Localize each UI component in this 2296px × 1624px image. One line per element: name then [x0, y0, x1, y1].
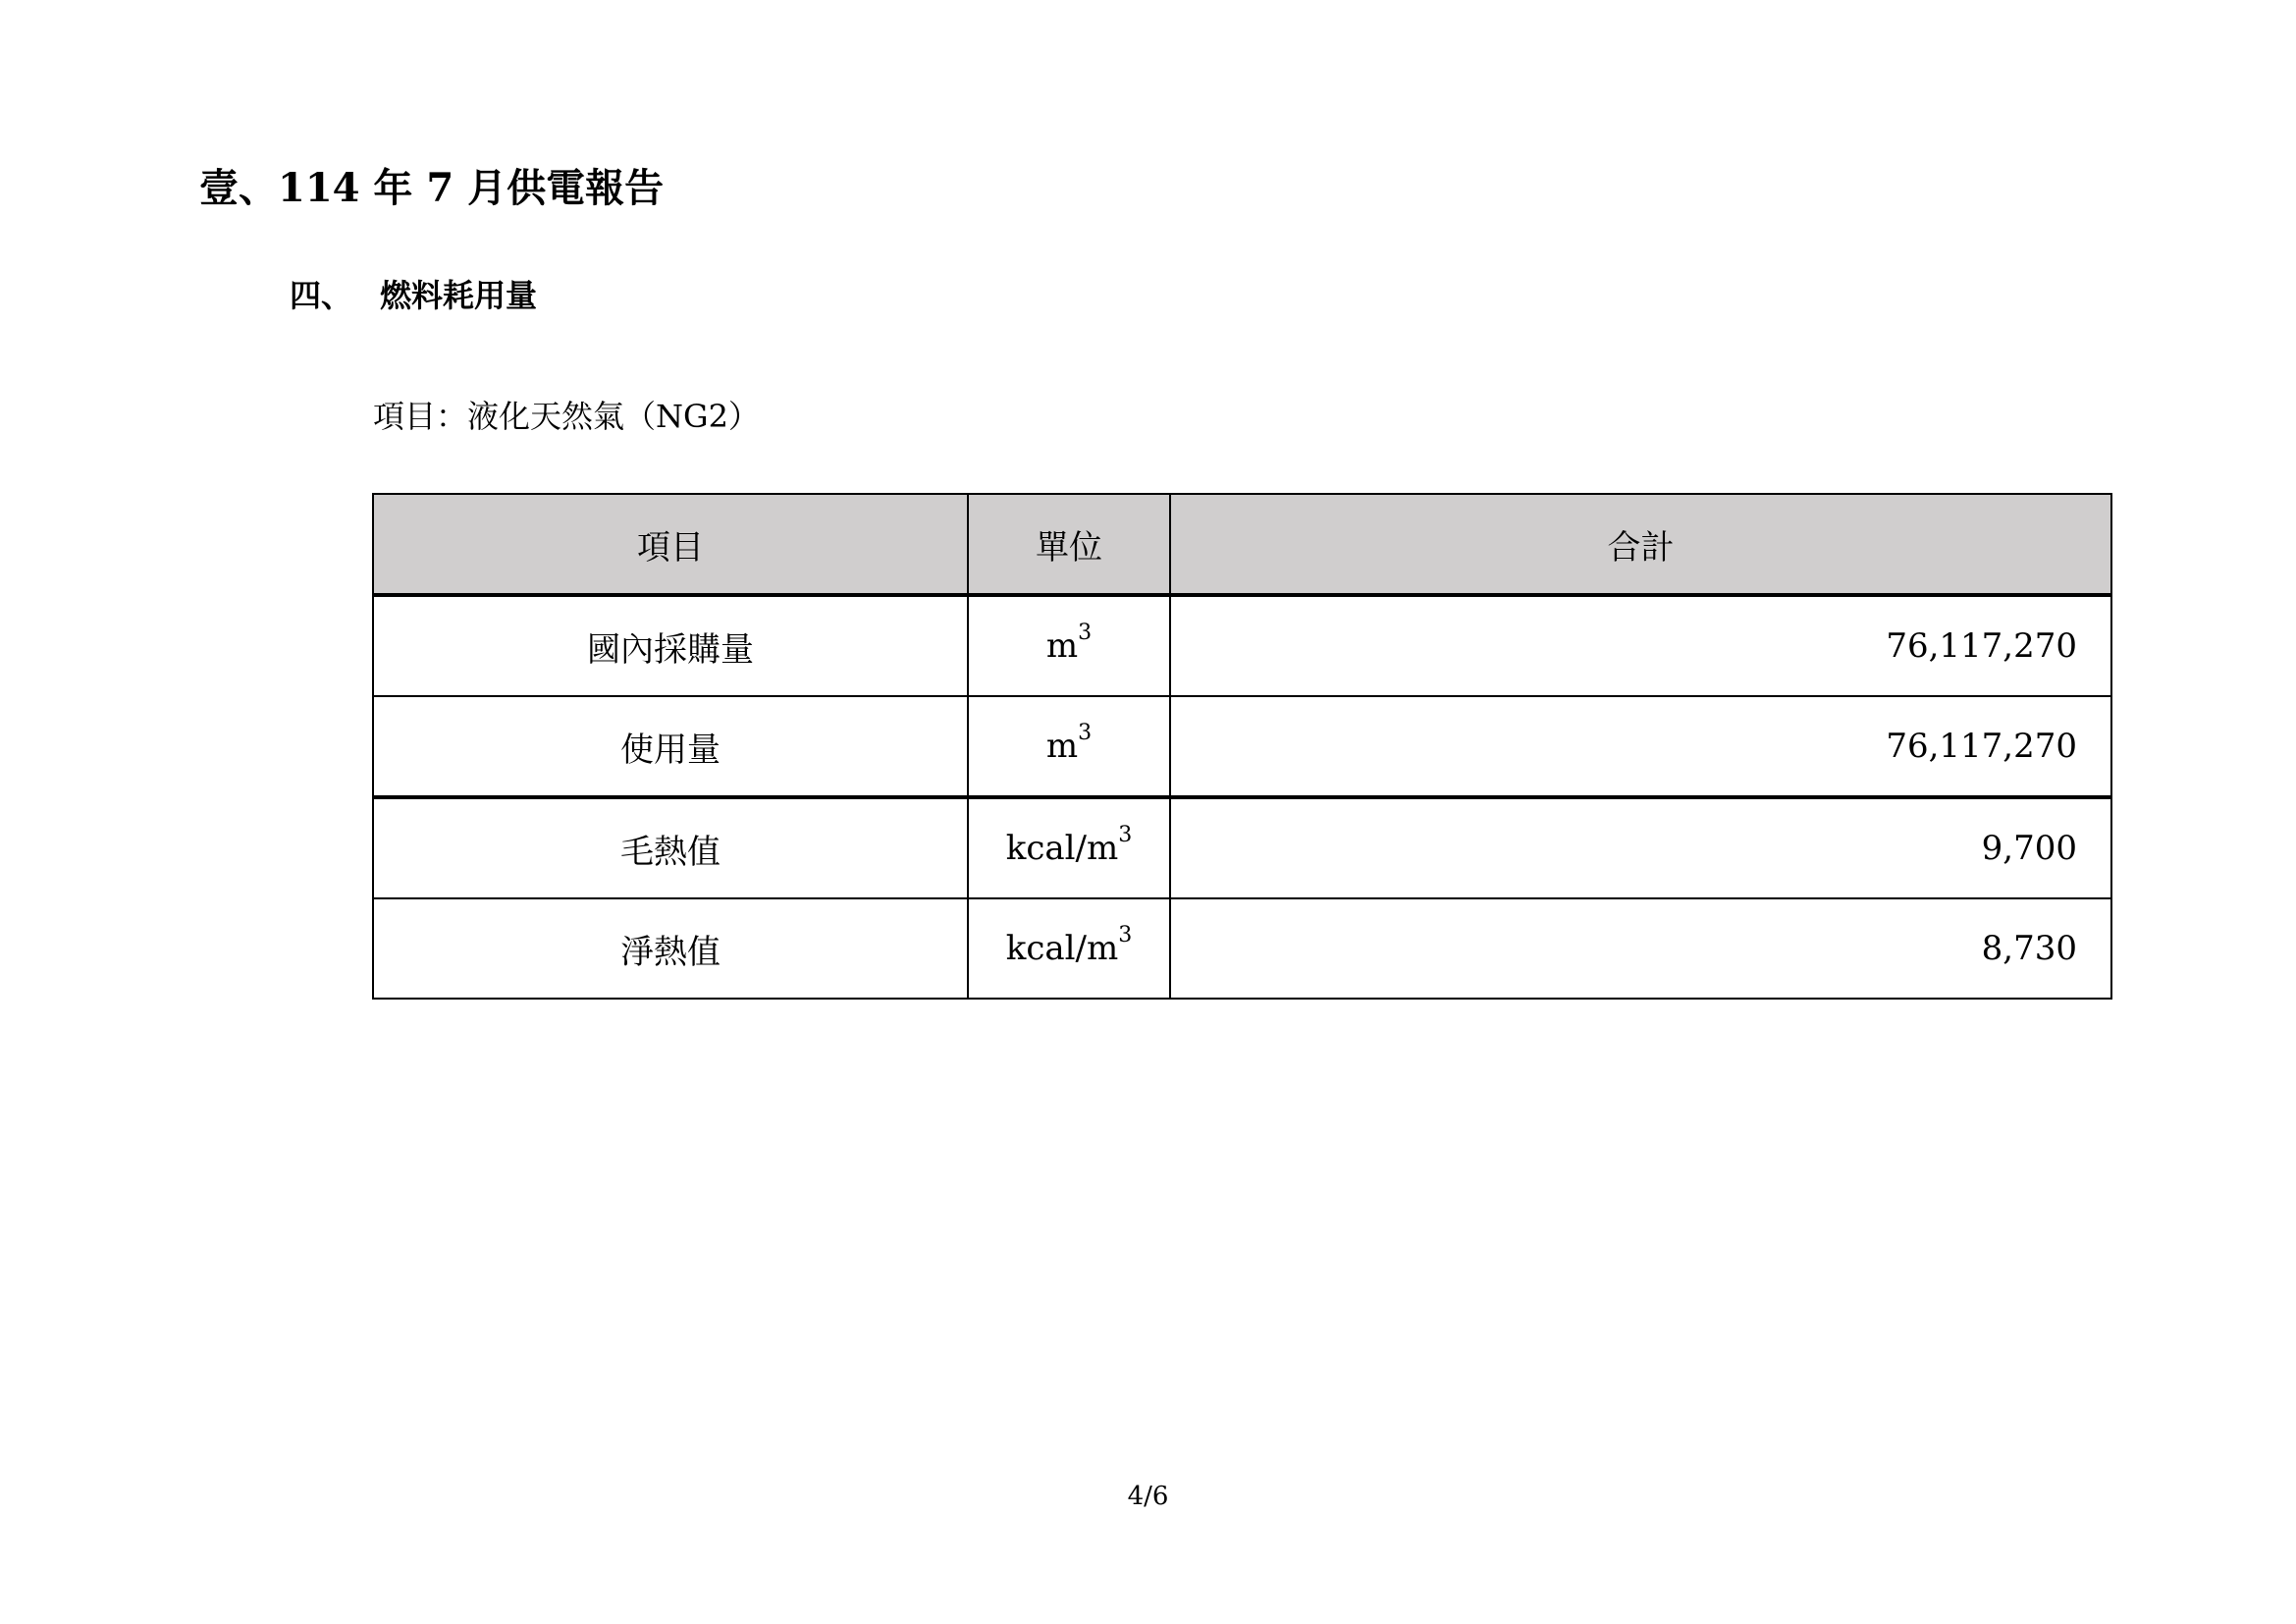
header-item: 項目	[373, 494, 968, 595]
row-name: 淨熱值	[373, 898, 968, 999]
row-value: 76,117,270	[1170, 696, 2111, 797]
table-row	[373, 696, 2111, 797]
row-name: 使用量	[373, 696, 968, 797]
section-heading	[290, 277, 538, 314]
row-unit: $m^3$	[968, 595, 1170, 696]
fuel-consumption-table	[372, 493, 2112, 1000]
row-value: 9,700	[1170, 797, 2111, 898]
item-description: 項目：液化天然氣（NG2）	[373, 398, 760, 435]
table-row	[373, 898, 2111, 999]
page-number: 4/6	[1127, 1482, 1169, 1511]
row-unit: kcal/$m^3$	[968, 797, 1170, 898]
section-title: 燃料耗用量	[380, 277, 538, 314]
main-heading: 壹、114 年 7 月供電報告	[199, 165, 665, 211]
row-value: 76,117,270	[1170, 595, 2111, 696]
header-total: 合計	[1170, 494, 2111, 595]
section-number: 四、	[290, 277, 353, 314]
row-unit: $m^3$	[968, 696, 1170, 797]
table-row	[373, 595, 2111, 696]
table-row	[373, 797, 2111, 898]
row-value: 8,730	[1170, 898, 2111, 999]
header-unit: 單位	[968, 494, 1170, 595]
row-name: 國內採購量	[373, 595, 968, 696]
row-name: 毛熱值	[373, 797, 968, 898]
row-unit: kcal/$m^3$	[968, 898, 1170, 999]
table-header-row	[373, 494, 2111, 595]
